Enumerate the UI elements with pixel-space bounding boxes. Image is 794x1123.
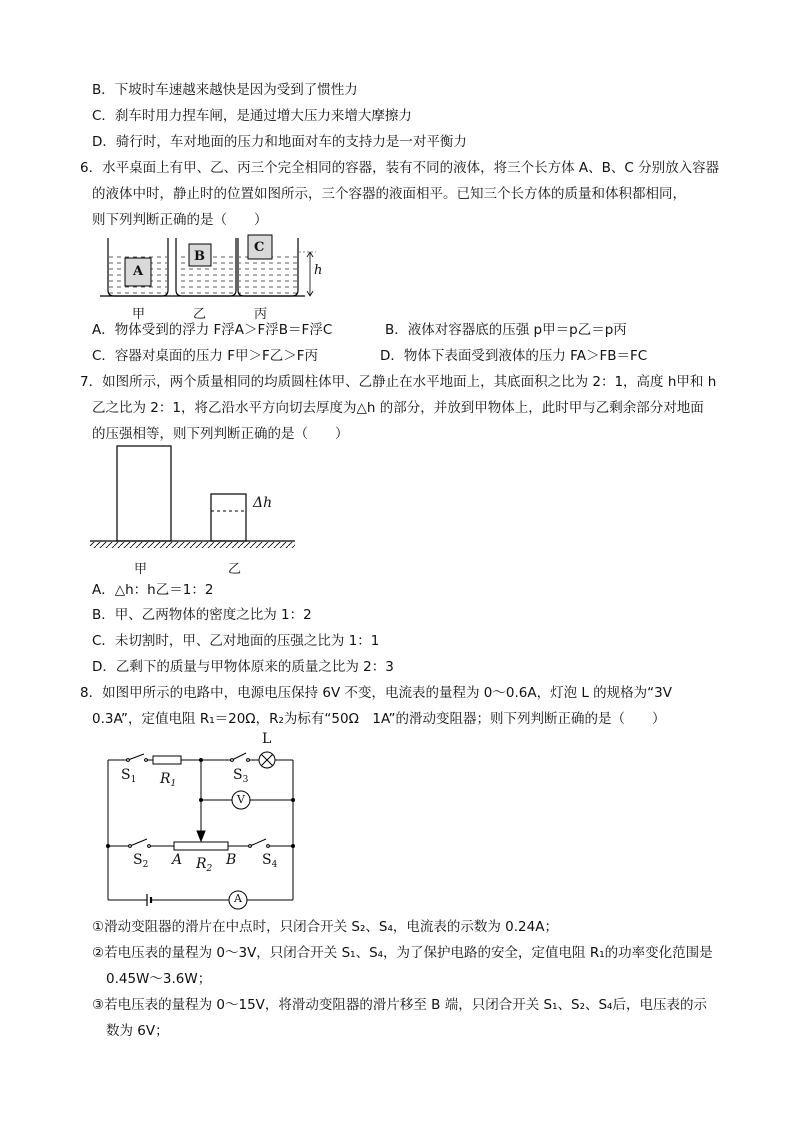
switch-s3 [232,753,246,760]
q8-item-3-line1: ③若电压表的量程为 0～15V，将滑动变阻器的滑片移至 B 端，只闭合开关 S₁、S₂、S₄后，电压表的示 [92,997,707,1013]
label-jia-cylinder: 甲 [134,562,148,577]
q8-item-3-line2: 数为 6V； [106,1023,169,1039]
label-s1: $S_1$ [121,767,137,785]
rheostat-r2 [174,842,228,850]
label-terminal-a: A [172,852,183,868]
switch-s2 [130,839,147,846]
q8-item-2-line1: ②若电压表的量程为 0～3V，只闭合开关 S₁、S₄，为了保护电路的安全，定值电阻 R₁的功率变化范围是 [92,945,713,961]
label-r2: $R_2$ [196,856,213,874]
ground-hatch [90,542,295,548]
label-s3: $S_3$ [233,767,249,785]
switch-s4 [250,839,266,846]
q8-item-1: ①滑动变阻器的滑片在中点时，只闭合开关 S₂、S₄，电流表的示数为 0.24A； [92,919,558,935]
q8-stem-line1: 8．如图甲所示的电路中，电源电压保持 6V 不变，电流表的量程为 0～0.6A，灯泡 L 的规格为“3V [80,685,673,701]
label-bing: 丙 [254,307,268,322]
q5-option-b: B．下坡时车速越来越快是因为受到了惯性力 [92,82,358,98]
q7-option-b: B．甲、乙两物体的密度之比为 1：2 [92,607,312,623]
switch-s1 [128,754,144,760]
q8-item-2-line2: 0.45W～3.6W； [106,971,212,987]
q6-option-c: C．容器对桌面的压力 F甲＞F乙＞F丙 [92,348,319,364]
cylinder-yi [211,494,246,541]
label-terminal-b: B [226,852,237,868]
q6-option-b: B．液体对容器底的压强 p甲＝p乙＝p丙 [385,322,627,338]
q6-stem-line3: 则下列判断正确的是（ ） [92,212,268,228]
q7-option-c: C．未切割时，甲、乙对地面的压强之比为 1：1 [92,633,380,649]
q7-stem-line3: 的压强相等，则下列判断正确的是（ ） [92,426,349,442]
q5-option-d: D．骑行时，车对地面的压力和地面对车的支持力是一对平衡力 [92,134,467,150]
cylinder-jia [117,446,171,541]
q6-option-d: D．物体下表面受到液体的压力 FA＞FB＝FC [380,348,648,364]
label-block-b: B [194,249,205,264]
label-ammeter: A [234,892,242,905]
q6-stem-line1: 6．水平桌面上有甲、乙、丙三个完全相同的容器，装有不同的液体，将三个长方体 A、B、C 分别放入容器 [80,160,720,176]
label-voltmeter: V [237,793,245,806]
label-yi: 乙 [193,307,207,322]
label-block-a: A [133,264,144,279]
q7-stem-line1: 7．如图所示，两个质量相同的均质圆柱体甲、乙静止在水平地面上，其底面积之比为 2：1，高度 h甲和 h [80,374,717,390]
label-r1: $R_1$ [160,771,177,789]
q7-option-a: A．△h：h乙＝1：2 [92,582,214,598]
label-block-c: C [254,240,265,255]
q6-stem-line2: 的液体中时，静止时的位置如图所示，三个容器的液面相平。已知三个长方体的质量和体积都相同， [92,186,686,202]
label-lamp: L [262,731,272,747]
q7-option-d: D．乙剩下的质量与甲物体原来的质量之比为 2：3 [92,659,394,675]
label-s4: $S_4$ [262,852,278,870]
q5-option-c: C．刹车时用力捏车闸，是通过增大压力来增大摩擦力 [92,108,412,124]
label-delta-h: Δh [253,495,273,511]
q8-stem-line2: 0.3A”，定值电阻 R₁＝20Ω，R₂为标有“50Ω 1A”的滑动变阻器；则下列判断正确的是（ ） [92,711,666,727]
q7-stem-line2: 乙之比为 2：1，将乙沿水平方向切去厚度为△h 的部分，并放到甲物体上，此时甲与乙剩余部分对地面 [92,400,704,416]
q6-option-a: A．物体受到的浮力 F浮A＞F浮B＝F浮C [92,322,333,338]
label-jia: 甲 [132,307,146,322]
label-h: h [314,263,323,278]
resistor-r1 [153,756,181,764]
label-yi-cylinder: 乙 [228,562,242,577]
label-s2: $S_2$ [133,852,149,870]
q8-circuit-diagram [100,740,305,910]
